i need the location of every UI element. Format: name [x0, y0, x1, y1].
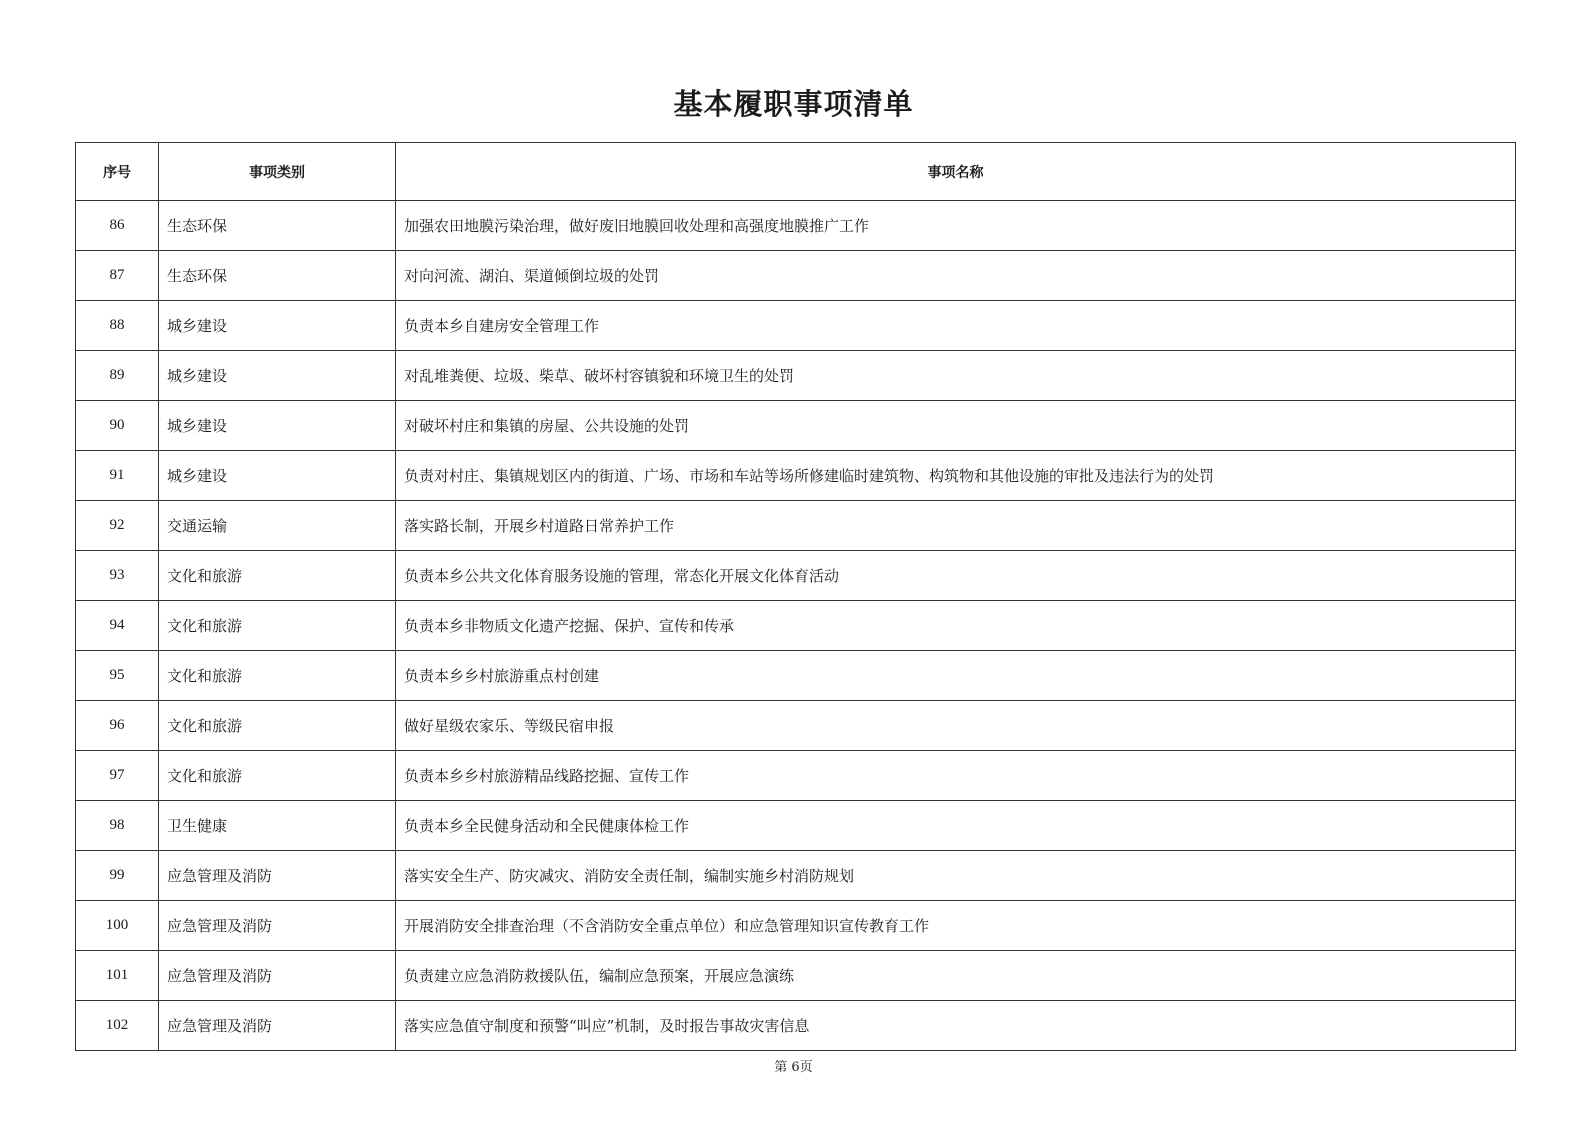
table-row [76, 801, 1516, 851]
row-category: 城乡建设 [159, 351, 396, 401]
table-row [76, 451, 1516, 501]
row-number: 91 [76, 451, 159, 501]
row-category: 城乡建设 [159, 301, 396, 351]
row-number: 97 [76, 751, 159, 801]
row-item-name: 负责本乡全民健身活动和全民健康体检工作 [396, 801, 1516, 851]
row-category: 应急管理及消防 [159, 851, 396, 901]
page-title: 基本履职事项清单 [673, 87, 914, 121]
row-item-name: 对破坏村庄和集镇的房屋、公共设施的处罚 [396, 401, 1516, 451]
row-number: 94 [76, 601, 159, 651]
row-item-name: 落实应急值守制度和预警“叫应”机制，及时报告事故灾害信息 [396, 1001, 1516, 1051]
row-number: 96 [76, 701, 159, 751]
duty-list-table [75, 142, 1516, 1051]
row-item-name: 开展消防安全排查治理（不含消防安全重点单位）和应急管理知识宣传教育工作 [396, 901, 1516, 951]
row-number: 93 [76, 551, 159, 601]
table-row [76, 251, 1516, 301]
table-header-row [76, 143, 1516, 201]
row-item-name: 做好星级农家乐、等级民宿申报 [396, 701, 1516, 751]
row-number: 102 [76, 1001, 159, 1051]
row-category: 城乡建设 [159, 401, 396, 451]
row-item-name: 负责本乡乡村旅游精品线路挖掘、宣传工作 [396, 751, 1516, 801]
row-item-name: 负责本乡乡村旅游重点村创建 [396, 651, 1516, 701]
row-number: 98 [76, 801, 159, 851]
row-item-name: 负责建立应急消防救援队伍，编制应急预案，开展应急演练 [396, 951, 1516, 1001]
row-category: 应急管理及消防 [159, 1001, 396, 1051]
row-category: 文化和旅游 [159, 551, 396, 601]
row-category: 生态环保 [159, 201, 396, 251]
row-category: 文化和旅游 [159, 751, 396, 801]
row-category: 卫生健康 [159, 801, 396, 851]
row-number: 92 [76, 501, 159, 551]
row-item-name: 负责本乡自建房安全管理工作 [396, 301, 1516, 351]
table-row [76, 901, 1516, 951]
row-number: 95 [76, 651, 159, 701]
row-category: 文化和旅游 [159, 701, 396, 751]
column-header-number: 序号 [76, 143, 159, 201]
row-category: 文化和旅游 [159, 651, 396, 701]
row-category: 应急管理及消防 [159, 951, 396, 1001]
table-row [76, 1001, 1516, 1051]
row-number: 86 [76, 201, 159, 251]
table-row [76, 501, 1516, 551]
row-item-name: 负责本乡公共文化体育服务设施的管理，常态化开展文化体育活动 [396, 551, 1516, 601]
table-row [76, 301, 1516, 351]
table-row [76, 351, 1516, 401]
row-item-name: 落实路长制，开展乡村道路日常养护工作 [396, 501, 1516, 551]
table-row [76, 951, 1516, 1001]
row-category: 文化和旅游 [159, 601, 396, 651]
row-item-name: 对向河流、湖泊、渠道倾倒垃圾的处罚 [396, 251, 1516, 301]
table-row [76, 701, 1516, 751]
row-item-name: 落实安全生产、防灾减灾、消防安全责任制，编制实施乡村消防规划 [396, 851, 1516, 901]
table-row [76, 401, 1516, 451]
row-number: 100 [76, 901, 159, 951]
row-category: 生态环保 [159, 251, 396, 301]
row-category: 城乡建设 [159, 451, 396, 501]
row-item-name: 加强农田地膜污染治理，做好废旧地膜回收处理和高强度地膜推广工作 [396, 201, 1516, 251]
table-row [76, 551, 1516, 601]
column-header-item-name: 事项名称 [396, 143, 1516, 201]
row-item-name: 负责本乡非物质文化遗产挖掘、保护、宣传和传承 [396, 601, 1516, 651]
row-item-name: 对乱堆粪便、垃圾、柴草、破坏村容镇貌和环境卫生的处罚 [396, 351, 1516, 401]
page-number: 第 6页 [774, 1060, 813, 1075]
row-number: 88 [76, 301, 159, 351]
table-row [76, 201, 1516, 251]
table-row [76, 651, 1516, 701]
row-category: 交通运输 [159, 501, 396, 551]
table-row [76, 751, 1516, 801]
row-number: 99 [76, 851, 159, 901]
row-number: 89 [76, 351, 159, 401]
row-number: 101 [76, 951, 159, 1001]
table-row [76, 851, 1516, 901]
row-number: 90 [76, 401, 159, 451]
row-category: 应急管理及消防 [159, 901, 396, 951]
table-row [76, 601, 1516, 651]
row-number: 87 [76, 251, 159, 301]
column-header-category: 事项类别 [159, 143, 396, 201]
row-item-name: 负责对村庄、集镇规划区内的街道、广场、市场和车站等场所修建临时建筑物、构筑物和其他设施的审批及违法行为的处罚 [396, 451, 1516, 501]
